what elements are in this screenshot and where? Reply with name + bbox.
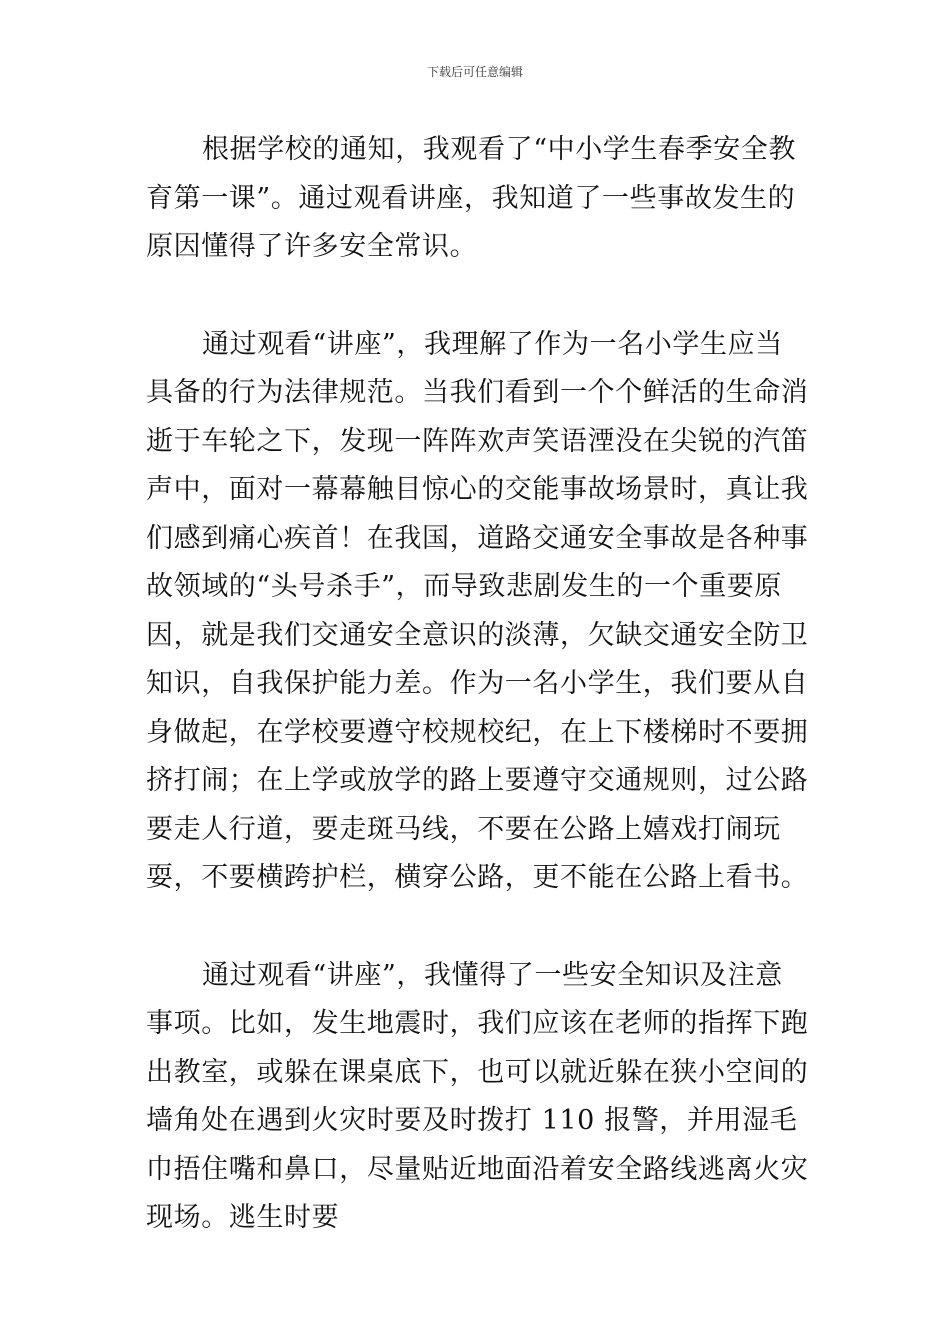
paragraph-1: 根据学校的通知，我观看了“中小学生春季安全教育第一课”。通过观看讲座，我知道了一些事故发生的原因懂得了许多安全常识。 xyxy=(146,134,797,262)
paragraph-3: 通过观看“讲座”，我懂得了一些安全知识及注意事项。比如，发生地震时，我们应该在老师的指挥下跑出教室，或躲在课桌底下，也可以就近躲在狭小空间的墙角处在遇到火灾时要及时拨打 110 报警，并用湿毛巾捂住嘴和鼻口，尽量贴近地面沿着安全路线逃离火灾现场。逃生时要 xyxy=(146,959,809,1233)
document-body xyxy=(146,126,810,1243)
paragraph-2: 通过观看“讲座”，我理解了作为一名小学生应当具备的行为法律规范。当我们看到一个个鲜活的生命消逝于车轮之下，发现一阵阵欢声笑语湮没在尖锐的汽笛声中，面对一幕幕触目惊心的交能事故场景时，真让我们感到痛心疾首！在我国，道路交通安全事故是各种事故领域的“头号杀手”，而导致悲剧发生的一个重要原因，就是我们交通安全意识的淡薄，欠缺交通安全防卫知识，自我保护能力差。作为一名小学生，我们要从自身做起，在学校要遵守校规校纪，在上下楼梯时不要拥挤打闹；在上学或放学的路上要遵守交通规则，过公路要走人行道，要走斑马线，不要在公路上嬉戏打闹玩耍，不要横跨护栏，横穿公路，更不能在公路上看书。 xyxy=(146,328,809,893)
header-note: 下载后可任意编辑 xyxy=(426,65,523,79)
